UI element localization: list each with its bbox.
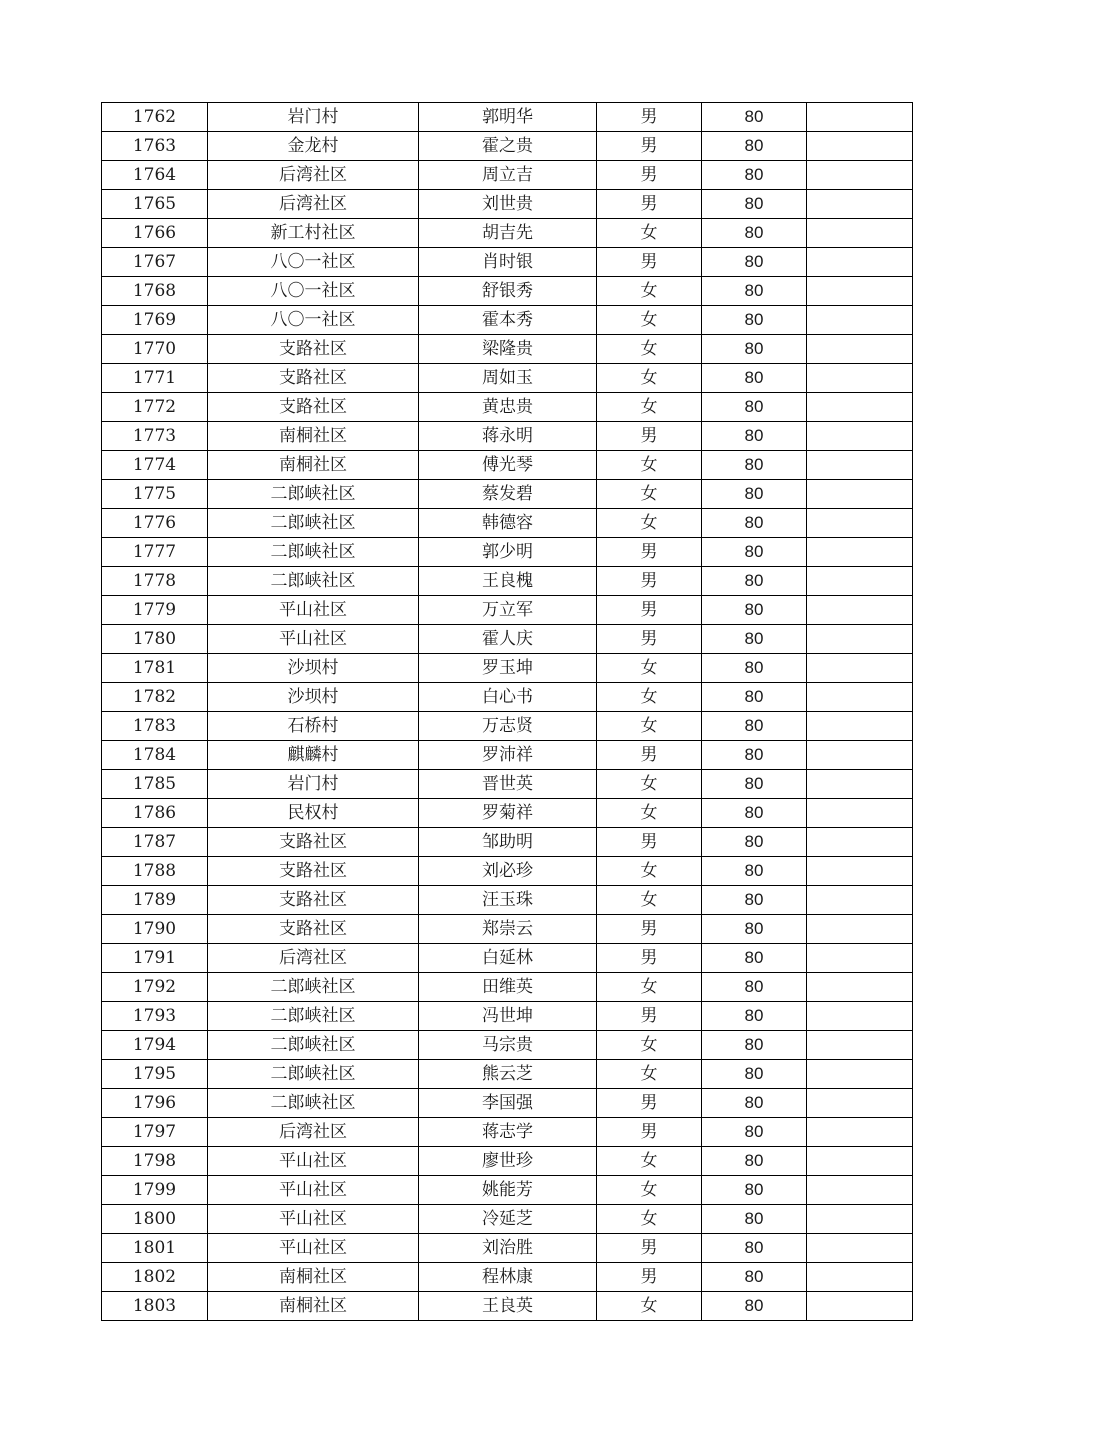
cell-remarks bbox=[807, 248, 913, 277]
cell-person-name: 蒋志学 bbox=[419, 1118, 597, 1147]
cell-age: 80 bbox=[702, 1263, 807, 1292]
cell-person-name: 冯世坤 bbox=[419, 1002, 597, 1031]
cell-gender: 女 bbox=[597, 683, 702, 712]
cell-gender: 女 bbox=[597, 886, 702, 915]
cell-remarks bbox=[807, 422, 913, 451]
cell-gender: 男 bbox=[597, 1002, 702, 1031]
cell-gender: 女 bbox=[597, 451, 702, 480]
cell-age: 80 bbox=[702, 480, 807, 509]
cell-gender: 男 bbox=[597, 828, 702, 857]
cell-person-name: 黄忠贵 bbox=[419, 393, 597, 422]
cell-community: 金龙村 bbox=[208, 132, 419, 161]
cell-age: 80 bbox=[702, 538, 807, 567]
cell-community: 二郎峡社区 bbox=[208, 1002, 419, 1031]
cell-person-name: 蒋永明 bbox=[419, 422, 597, 451]
cell-person-name: 冷延芝 bbox=[419, 1205, 597, 1234]
cell-serial-number: 1765 bbox=[102, 190, 208, 219]
cell-gender: 女 bbox=[597, 712, 702, 741]
cell-person-name: 傅光琴 bbox=[419, 451, 597, 480]
cell-serial-number: 1791 bbox=[102, 944, 208, 973]
cell-remarks bbox=[807, 1147, 913, 1176]
cell-serial-number: 1768 bbox=[102, 277, 208, 306]
cell-remarks bbox=[807, 886, 913, 915]
cell-gender: 男 bbox=[597, 1089, 702, 1118]
cell-gender: 男 bbox=[597, 625, 702, 654]
cell-gender: 男 bbox=[597, 944, 702, 973]
cell-community: 二郎峡社区 bbox=[208, 973, 419, 1002]
cell-age: 80 bbox=[702, 741, 807, 770]
cell-serial-number: 1783 bbox=[102, 712, 208, 741]
cell-age: 80 bbox=[702, 335, 807, 364]
roster-table-body bbox=[102, 103, 913, 1321]
cell-serial-number: 1790 bbox=[102, 915, 208, 944]
cell-age: 80 bbox=[702, 1205, 807, 1234]
cell-community: 麒麟村 bbox=[208, 741, 419, 770]
cell-serial-number: 1780 bbox=[102, 625, 208, 654]
cell-community: 支路社区 bbox=[208, 393, 419, 422]
cell-gender: 男 bbox=[597, 132, 702, 161]
cell-serial-number: 1792 bbox=[102, 973, 208, 1002]
cell-age: 80 bbox=[702, 393, 807, 422]
table-row bbox=[102, 161, 913, 190]
cell-person-name: 舒银秀 bbox=[419, 277, 597, 306]
cell-person-name: 罗沛祥 bbox=[419, 741, 597, 770]
table-row bbox=[102, 538, 913, 567]
table-row bbox=[102, 1147, 913, 1176]
cell-person-name: 韩德容 bbox=[419, 509, 597, 538]
cell-gender: 男 bbox=[597, 1263, 702, 1292]
cell-serial-number: 1777 bbox=[102, 538, 208, 567]
cell-community: 石桥村 bbox=[208, 712, 419, 741]
table-row bbox=[102, 1234, 913, 1263]
cell-age: 80 bbox=[702, 799, 807, 828]
cell-community: 后湾社区 bbox=[208, 190, 419, 219]
cell-community: 南桐社区 bbox=[208, 451, 419, 480]
cell-age: 80 bbox=[702, 1234, 807, 1263]
table-row bbox=[102, 1263, 913, 1292]
cell-person-name: 霍本秀 bbox=[419, 306, 597, 335]
table-row bbox=[102, 1205, 913, 1234]
cell-remarks bbox=[807, 654, 913, 683]
table-row bbox=[102, 1031, 913, 1060]
cell-gender: 男 bbox=[597, 161, 702, 190]
cell-age: 80 bbox=[702, 1031, 807, 1060]
cell-community: 二郎峡社区 bbox=[208, 567, 419, 596]
table-row bbox=[102, 509, 913, 538]
cell-gender: 女 bbox=[597, 364, 702, 393]
cell-remarks bbox=[807, 451, 913, 480]
table-row bbox=[102, 857, 913, 886]
table-row bbox=[102, 103, 913, 132]
cell-person-name: 王良英 bbox=[419, 1292, 597, 1321]
cell-person-name: 郭明华 bbox=[419, 103, 597, 132]
cell-remarks bbox=[807, 741, 913, 770]
roster-table bbox=[101, 102, 913, 1321]
cell-age: 80 bbox=[702, 1147, 807, 1176]
cell-community: 新工村社区 bbox=[208, 219, 419, 248]
cell-serial-number: 1796 bbox=[102, 1089, 208, 1118]
cell-community: 岩门村 bbox=[208, 103, 419, 132]
cell-remarks bbox=[807, 712, 913, 741]
cell-serial-number: 1779 bbox=[102, 596, 208, 625]
cell-gender: 男 bbox=[597, 741, 702, 770]
cell-community: 二郎峡社区 bbox=[208, 509, 419, 538]
cell-gender: 女 bbox=[597, 1060, 702, 1089]
cell-serial-number: 1797 bbox=[102, 1118, 208, 1147]
cell-serial-number: 1771 bbox=[102, 364, 208, 393]
cell-serial-number: 1801 bbox=[102, 1234, 208, 1263]
cell-remarks bbox=[807, 973, 913, 1002]
cell-gender: 女 bbox=[597, 973, 702, 1002]
cell-serial-number: 1786 bbox=[102, 799, 208, 828]
table-row bbox=[102, 799, 913, 828]
cell-remarks bbox=[807, 828, 913, 857]
cell-age: 80 bbox=[702, 277, 807, 306]
cell-person-name: 郭少明 bbox=[419, 538, 597, 567]
cell-remarks bbox=[807, 799, 913, 828]
cell-serial-number: 1789 bbox=[102, 886, 208, 915]
cell-remarks bbox=[807, 770, 913, 799]
cell-serial-number: 1793 bbox=[102, 1002, 208, 1031]
cell-remarks bbox=[807, 306, 913, 335]
cell-community: 民权村 bbox=[208, 799, 419, 828]
cell-serial-number: 1774 bbox=[102, 451, 208, 480]
cell-age: 80 bbox=[702, 364, 807, 393]
table-row bbox=[102, 654, 913, 683]
cell-remarks bbox=[807, 1234, 913, 1263]
cell-serial-number: 1762 bbox=[102, 103, 208, 132]
cell-serial-number: 1767 bbox=[102, 248, 208, 277]
cell-community: 支路社区 bbox=[208, 335, 419, 364]
cell-gender: 女 bbox=[597, 1147, 702, 1176]
table-row bbox=[102, 770, 913, 799]
table-row bbox=[102, 219, 913, 248]
cell-person-name: 蔡发碧 bbox=[419, 480, 597, 509]
cell-remarks bbox=[807, 1031, 913, 1060]
cell-age: 80 bbox=[702, 683, 807, 712]
cell-serial-number: 1787 bbox=[102, 828, 208, 857]
cell-gender: 女 bbox=[597, 857, 702, 886]
cell-remarks bbox=[807, 161, 913, 190]
cell-serial-number: 1763 bbox=[102, 132, 208, 161]
cell-gender: 女 bbox=[597, 277, 702, 306]
cell-age: 80 bbox=[702, 422, 807, 451]
table-row bbox=[102, 1060, 913, 1089]
cell-age: 80 bbox=[702, 973, 807, 1002]
table-row bbox=[102, 1118, 913, 1147]
cell-serial-number: 1795 bbox=[102, 1060, 208, 1089]
cell-gender: 女 bbox=[597, 770, 702, 799]
cell-person-name: 郑崇云 bbox=[419, 915, 597, 944]
cell-remarks bbox=[807, 277, 913, 306]
cell-person-name: 马宗贵 bbox=[419, 1031, 597, 1060]
cell-remarks bbox=[807, 1263, 913, 1292]
cell-serial-number: 1802 bbox=[102, 1263, 208, 1292]
table-row bbox=[102, 625, 913, 654]
cell-gender: 男 bbox=[597, 538, 702, 567]
cell-age: 80 bbox=[702, 944, 807, 973]
cell-age: 80 bbox=[702, 451, 807, 480]
cell-person-name: 周立吉 bbox=[419, 161, 597, 190]
cell-community: 支路社区 bbox=[208, 915, 419, 944]
cell-gender: 女 bbox=[597, 1176, 702, 1205]
cell-remarks bbox=[807, 683, 913, 712]
cell-serial-number: 1775 bbox=[102, 480, 208, 509]
cell-gender: 男 bbox=[597, 422, 702, 451]
cell-gender: 女 bbox=[597, 1292, 702, 1321]
cell-community: 支路社区 bbox=[208, 886, 419, 915]
cell-person-name: 霍之贵 bbox=[419, 132, 597, 161]
cell-community: 南桐社区 bbox=[208, 1292, 419, 1321]
table-row bbox=[102, 1002, 913, 1031]
cell-gender: 男 bbox=[597, 596, 702, 625]
table-row bbox=[102, 712, 913, 741]
cell-person-name: 胡吉先 bbox=[419, 219, 597, 248]
cell-age: 80 bbox=[702, 596, 807, 625]
cell-person-name: 霍人庆 bbox=[419, 625, 597, 654]
cell-serial-number: 1788 bbox=[102, 857, 208, 886]
cell-person-name: 刘治胜 bbox=[419, 1234, 597, 1263]
table-row bbox=[102, 886, 913, 915]
cell-community: 二郎峡社区 bbox=[208, 1031, 419, 1060]
cell-gender: 男 bbox=[597, 1234, 702, 1263]
cell-community: 平山社区 bbox=[208, 1176, 419, 1205]
table-row bbox=[102, 422, 913, 451]
cell-gender: 女 bbox=[597, 1031, 702, 1060]
cell-remarks bbox=[807, 1002, 913, 1031]
cell-age: 80 bbox=[702, 625, 807, 654]
cell-person-name: 李国强 bbox=[419, 1089, 597, 1118]
cell-remarks bbox=[807, 190, 913, 219]
cell-age: 80 bbox=[702, 886, 807, 915]
cell-gender: 女 bbox=[597, 480, 702, 509]
cell-serial-number: 1776 bbox=[102, 509, 208, 538]
cell-serial-number: 1794 bbox=[102, 1031, 208, 1060]
cell-gender: 男 bbox=[597, 567, 702, 596]
cell-remarks bbox=[807, 625, 913, 654]
cell-remarks bbox=[807, 1089, 913, 1118]
cell-remarks bbox=[807, 567, 913, 596]
cell-age: 80 bbox=[702, 248, 807, 277]
cell-serial-number: 1778 bbox=[102, 567, 208, 596]
cell-age: 80 bbox=[702, 1292, 807, 1321]
table-row bbox=[102, 1292, 913, 1321]
cell-remarks bbox=[807, 538, 913, 567]
cell-community: 支路社区 bbox=[208, 857, 419, 886]
cell-age: 80 bbox=[702, 190, 807, 219]
cell-person-name: 熊云芝 bbox=[419, 1060, 597, 1089]
cell-person-name: 刘必珍 bbox=[419, 857, 597, 886]
cell-remarks bbox=[807, 1292, 913, 1321]
cell-serial-number: 1800 bbox=[102, 1205, 208, 1234]
cell-person-name: 程林康 bbox=[419, 1263, 597, 1292]
cell-age: 80 bbox=[702, 828, 807, 857]
cell-age: 80 bbox=[702, 1176, 807, 1205]
cell-age: 80 bbox=[702, 567, 807, 596]
cell-age: 80 bbox=[702, 509, 807, 538]
cell-gender: 女 bbox=[597, 509, 702, 538]
cell-community: 二郎峡社区 bbox=[208, 1060, 419, 1089]
cell-gender: 男 bbox=[597, 248, 702, 277]
cell-remarks bbox=[807, 1176, 913, 1205]
cell-remarks bbox=[807, 132, 913, 161]
cell-age: 80 bbox=[702, 857, 807, 886]
cell-remarks bbox=[807, 596, 913, 625]
cell-community: 平山社区 bbox=[208, 596, 419, 625]
cell-serial-number: 1773 bbox=[102, 422, 208, 451]
cell-person-name: 万志贤 bbox=[419, 712, 597, 741]
cell-community: 八〇一社区 bbox=[208, 248, 419, 277]
cell-community: 沙坝村 bbox=[208, 683, 419, 712]
cell-serial-number: 1781 bbox=[102, 654, 208, 683]
cell-community: 后湾社区 bbox=[208, 1118, 419, 1147]
cell-person-name: 白心书 bbox=[419, 683, 597, 712]
cell-person-name: 罗玉坤 bbox=[419, 654, 597, 683]
cell-gender: 女 bbox=[597, 393, 702, 422]
cell-person-name: 王良槐 bbox=[419, 567, 597, 596]
cell-person-name: 刘世贵 bbox=[419, 190, 597, 219]
cell-person-name: 邹助明 bbox=[419, 828, 597, 857]
cell-remarks bbox=[807, 393, 913, 422]
cell-age: 80 bbox=[702, 712, 807, 741]
cell-person-name: 晋世英 bbox=[419, 770, 597, 799]
cell-age: 80 bbox=[702, 1002, 807, 1031]
table-row bbox=[102, 741, 913, 770]
cell-community: 八〇一社区 bbox=[208, 306, 419, 335]
cell-person-name: 姚能芳 bbox=[419, 1176, 597, 1205]
cell-serial-number: 1799 bbox=[102, 1176, 208, 1205]
cell-serial-number: 1803 bbox=[102, 1292, 208, 1321]
cell-remarks bbox=[807, 1205, 913, 1234]
cell-serial-number: 1798 bbox=[102, 1147, 208, 1176]
cell-remarks bbox=[807, 509, 913, 538]
cell-serial-number: 1785 bbox=[102, 770, 208, 799]
table-row bbox=[102, 190, 913, 219]
table-row bbox=[102, 567, 913, 596]
cell-gender: 男 bbox=[597, 103, 702, 132]
cell-person-name: 汪玉珠 bbox=[419, 886, 597, 915]
cell-person-name: 肖时银 bbox=[419, 248, 597, 277]
cell-person-name: 罗菊祥 bbox=[419, 799, 597, 828]
cell-remarks bbox=[807, 944, 913, 973]
cell-age: 80 bbox=[702, 915, 807, 944]
cell-age: 80 bbox=[702, 770, 807, 799]
cell-community: 南桐社区 bbox=[208, 1263, 419, 1292]
table-row bbox=[102, 132, 913, 161]
cell-remarks bbox=[807, 480, 913, 509]
cell-remarks bbox=[807, 857, 913, 886]
cell-remarks bbox=[807, 335, 913, 364]
table-row bbox=[102, 335, 913, 364]
cell-gender: 男 bbox=[597, 1118, 702, 1147]
table-row bbox=[102, 973, 913, 1002]
cell-person-name: 白延林 bbox=[419, 944, 597, 973]
cell-remarks bbox=[807, 364, 913, 393]
cell-community: 沙坝村 bbox=[208, 654, 419, 683]
cell-community: 后湾社区 bbox=[208, 161, 419, 190]
cell-serial-number: 1784 bbox=[102, 741, 208, 770]
cell-remarks bbox=[807, 103, 913, 132]
cell-community: 南桐社区 bbox=[208, 422, 419, 451]
cell-remarks bbox=[807, 1118, 913, 1147]
cell-community: 平山社区 bbox=[208, 1205, 419, 1234]
cell-person-name: 万立军 bbox=[419, 596, 597, 625]
cell-community: 平山社区 bbox=[208, 1147, 419, 1176]
cell-community: 支路社区 bbox=[208, 828, 419, 857]
cell-age: 80 bbox=[702, 1089, 807, 1118]
cell-community: 二郎峡社区 bbox=[208, 480, 419, 509]
table-row bbox=[102, 596, 913, 625]
cell-gender: 女 bbox=[597, 654, 702, 683]
cell-community: 岩门村 bbox=[208, 770, 419, 799]
cell-age: 80 bbox=[702, 161, 807, 190]
table-row bbox=[102, 393, 913, 422]
cell-serial-number: 1766 bbox=[102, 219, 208, 248]
cell-community: 支路社区 bbox=[208, 364, 419, 393]
cell-person-name: 田维英 bbox=[419, 973, 597, 1002]
cell-community: 平山社区 bbox=[208, 1234, 419, 1263]
cell-gender: 女 bbox=[597, 1205, 702, 1234]
table-row bbox=[102, 944, 913, 973]
cell-community: 八〇一社区 bbox=[208, 277, 419, 306]
cell-age: 80 bbox=[702, 306, 807, 335]
table-row bbox=[102, 248, 913, 277]
cell-gender: 男 bbox=[597, 190, 702, 219]
cell-gender: 女 bbox=[597, 799, 702, 828]
cell-serial-number: 1769 bbox=[102, 306, 208, 335]
table-row bbox=[102, 915, 913, 944]
table-row bbox=[102, 480, 913, 509]
table-row bbox=[102, 277, 913, 306]
cell-age: 80 bbox=[702, 132, 807, 161]
cell-serial-number: 1764 bbox=[102, 161, 208, 190]
cell-remarks bbox=[807, 915, 913, 944]
cell-remarks bbox=[807, 1060, 913, 1089]
table-row bbox=[102, 1089, 913, 1118]
table-row bbox=[102, 1176, 913, 1205]
table-row bbox=[102, 828, 913, 857]
table-row bbox=[102, 683, 913, 712]
cell-age: 80 bbox=[702, 103, 807, 132]
cell-serial-number: 1782 bbox=[102, 683, 208, 712]
table-row bbox=[102, 451, 913, 480]
cell-gender: 男 bbox=[597, 915, 702, 944]
cell-community: 后湾社区 bbox=[208, 944, 419, 973]
cell-age: 80 bbox=[702, 1060, 807, 1089]
table-row bbox=[102, 364, 913, 393]
cell-gender: 女 bbox=[597, 219, 702, 248]
table-row bbox=[102, 306, 913, 335]
cell-age: 80 bbox=[702, 219, 807, 248]
cell-community: 平山社区 bbox=[208, 625, 419, 654]
cell-gender: 女 bbox=[597, 335, 702, 364]
cell-age: 80 bbox=[702, 1118, 807, 1147]
cell-community: 二郎峡社区 bbox=[208, 538, 419, 567]
cell-person-name: 梁隆贵 bbox=[419, 335, 597, 364]
cell-person-name: 周如玉 bbox=[419, 364, 597, 393]
cell-person-name: 廖世珍 bbox=[419, 1147, 597, 1176]
cell-age: 80 bbox=[702, 654, 807, 683]
cell-remarks bbox=[807, 219, 913, 248]
cell-gender: 女 bbox=[597, 306, 702, 335]
cell-serial-number: 1772 bbox=[102, 393, 208, 422]
cell-community: 二郎峡社区 bbox=[208, 1089, 419, 1118]
cell-serial-number: 1770 bbox=[102, 335, 208, 364]
